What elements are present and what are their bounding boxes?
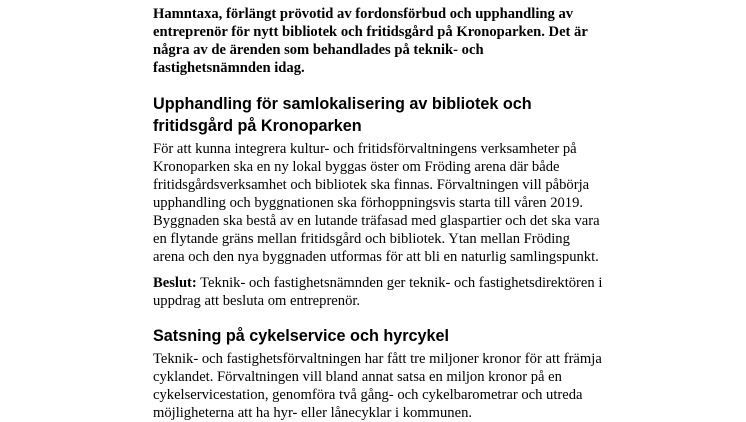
- body-line: För att kunna integrera kultur- och fritidsförvaltningens verksamheter på: [153, 141, 577, 157]
- lead-line: entreprenör för nytt bibliotek och fritidsgård på Kronoparken. Det är: [153, 24, 588, 40]
- heading-line: Upphandling för samlokalisering av bibliotek och: [153, 95, 532, 113]
- section2-body: [153, 350, 602, 422]
- decision-text: Teknik- och fastighetsnämnden ger teknik- och fastighetsdirektören i: [196, 275, 603, 291]
- decision-line: uppdrag att besluta om entreprenör.: [153, 293, 361, 309]
- section1-body: [153, 140, 600, 266]
- heading-line: Satsning på cykelservice och hyrcykel: [153, 327, 450, 345]
- heading-line: fritidsgård på Kronoparken: [153, 117, 362, 135]
- lead-line: några av de ärenden som behandlades på teknik- och: [153, 42, 484, 58]
- lead-paragraph: [153, 5, 593, 77]
- body-line: en flytande gräns mellan fritidsgård och bibliotek. Ytan mellan Fröding: [153, 231, 570, 247]
- body-line: cyklandet. Förvaltningen vill bland annat satsa en miljon kronor på en: [153, 369, 562, 385]
- decision-label: Beslut:: [153, 275, 197, 291]
- body-line: upphandling och byggnationen ska förhoppningsvis starta till våren 2019.: [153, 195, 584, 211]
- section1-heading: [153, 93, 593, 137]
- decision-line: [153, 274, 603, 292]
- document-page: [153, 5, 603, 422]
- lead-line: fastighetsnämnden idag.: [153, 60, 305, 76]
- body-line: Byggnaden ska bestå av en lutande träfasad med glaspartier och det ska vara: [153, 213, 600, 229]
- lead-line: Hamntaxa, förlängt prövotid av fordonsförbud och upphandling av: [153, 6, 574, 22]
- body-line: Teknik- och fastighetsförvaltningen har fått tre miljoner kronor för att främja: [153, 351, 602, 367]
- body-line: cykelservicestation, genomföra två gång- och cykelbarometrar och utreda: [153, 387, 583, 403]
- section1-decision: [153, 274, 603, 310]
- body-line: Kronoparken ska en ny lokal byggas öster om Fröding arena där både: [153, 159, 560, 175]
- section2-heading: [153, 325, 593, 347]
- body-line: fritidsgårdsverksamhet och bibliotek ska finnas. Förvaltningen vill påbörja: [153, 177, 590, 193]
- body-line: möjligheterna att ha hyr- eller lånecyklar i kommunen.: [153, 405, 473, 421]
- body-line: arena och den nya byggnaden utformas för att bli en naturlig samlingspunkt.: [153, 249, 599, 265]
